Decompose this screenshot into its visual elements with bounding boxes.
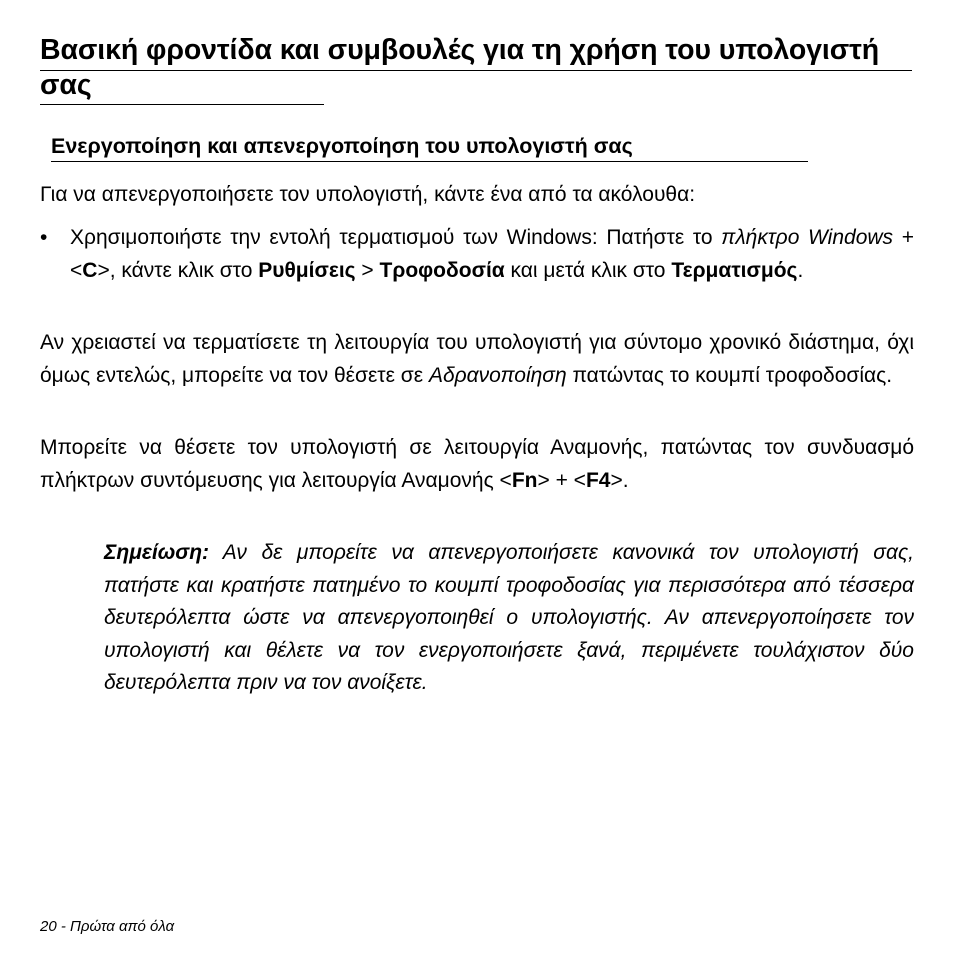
hibernate-paragraph (40, 327, 914, 392)
sleep-paragraph (40, 432, 914, 497)
bullet-text-9: και μετά κλικ στο (504, 258, 672, 282)
note-label: Σημείωση: (104, 541, 210, 564)
para2-text-1: Μπορείτε να θέσετε τον υπολογιστή σε λειτουργία Αναμονής, πατώντας τον συνδυασμό πλήκτρων συντόμευσης για λειτουργία Αναμονής < (40, 436, 914, 492)
para2-text-5: >. (610, 468, 629, 492)
page-footer: 20 - Πρώτα από όλα (40, 918, 175, 935)
para1-text-3: πατώντας το κουμπί τροφοδοσίας. (566, 363, 893, 387)
bullet-text-11: . (797, 258, 804, 282)
section-heading: Ενεργοποίηση και απενεργοποίηση του υπολογιστή σας (51, 134, 633, 158)
title-underline-second-line (40, 104, 324, 105)
bullet-text-1: Χρησιμοποιήστε την εντολή τερματισμού των Windows: Πατήστε το (70, 226, 722, 249)
para1-text-1: Αν χρειαστεί να τερματίσετε τη λειτουργία του υπολογιστή για σύντομο χρονικό διάστημα, όχι όμως εντελώς, μπορείτε να τον θέσετε σε (40, 331, 914, 387)
key-f4: F4 (585, 468, 611, 492)
bullet-text-5: >, κάντε κλικ στο (97, 258, 259, 282)
intro-paragraph: Για να απενεργοποιήσετε τον υπολογιστή, κάντε ένα από τα ακόλουθα: (40, 183, 696, 206)
para2-text-3: > + < (537, 468, 586, 492)
note-text: Αν δε μπορείτε να απενεργοποιήσετε κανονικά τον υπολογιστή σας, πατήστε και κρατήστε πατημένο το κουμπί τροφοδοσίας για περισσότερα από τέσσερα δευτερόλεπτα ώστε να απενεργοποιηθεί ο υπολογιστής. Αν απενεργοποίησετε τον υπολογιστή και θέλετε να τον ενεργοποιήσετε ξανά, περιμένετε τουλάχιστον δύο δευτερόλεπτα πριν να τον ανοίξετε. (104, 541, 914, 694)
list-item-text (70, 222, 914, 287)
section-heading-underline (51, 161, 808, 162)
bullet-text-7: > (355, 258, 380, 282)
bullet-marker: • (40, 226, 48, 249)
shutdown-text: Τερματισμός (671, 258, 798, 282)
hibernate-text: Αδρανοποίηση (428, 363, 567, 387)
key-c: C (82, 258, 98, 282)
bullet-text-3: + < (70, 226, 914, 282)
windows-key-text: πλήκτρο Windows (721, 226, 894, 249)
settings-text: Ρυθμίσεις (258, 258, 356, 282)
note-block (104, 537, 914, 700)
power-text: Τροφοδοσία (379, 258, 505, 282)
list-item (40, 222, 914, 287)
key-fn: Fn (511, 468, 538, 492)
title-underline (40, 70, 912, 71)
page-title: Βασική φροντίδα και συμβουλές για τη χρήση του υπολογιστή σας (40, 34, 880, 101)
